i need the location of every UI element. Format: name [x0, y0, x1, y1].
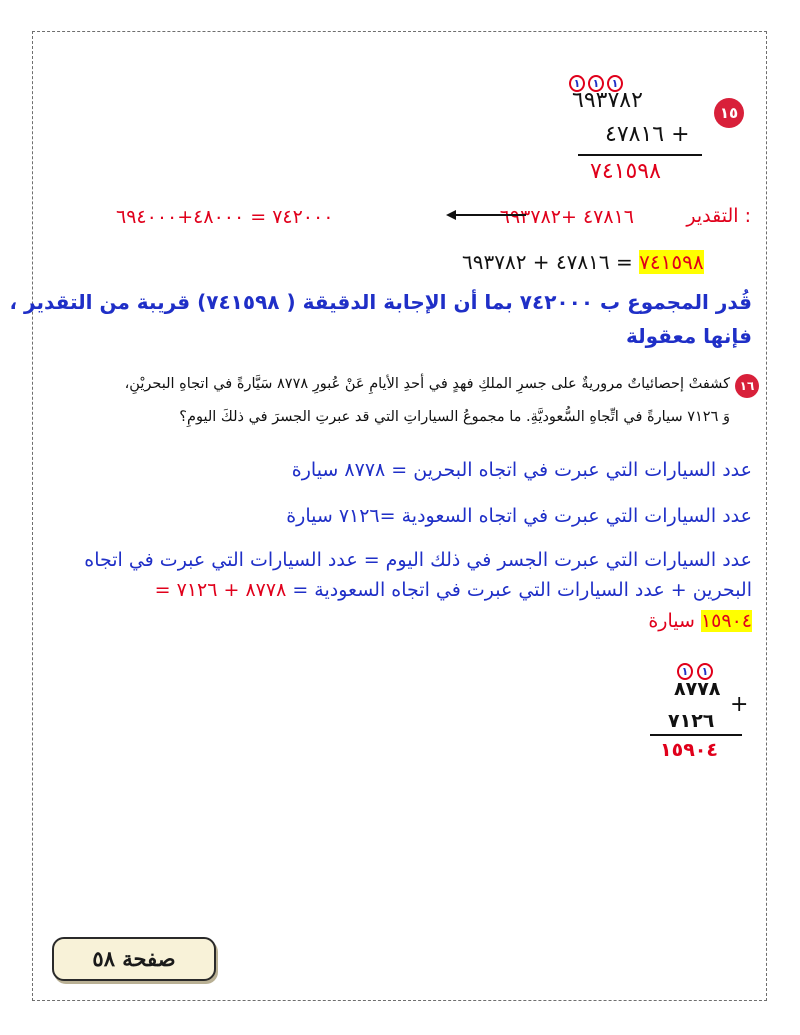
q15-sum-rule [578, 154, 702, 156]
question-16-text-line-1: كشفتْ إحصائياتٌ مروريةٌ على جسرِ الملكِ فهدٍ في أحدِ الأيامِ عَنْ عُبورِ ٨٧٧٨ سَيَّارةً في اتجاهِ البحريْنِ، [124, 376, 730, 392]
carry-digit: ١ [569, 75, 585, 92]
carry-digit: ١ [588, 75, 604, 92]
q15-result: ٧٤١٥٩٨ [590, 159, 661, 184]
q15-addend-2: ٤٧٨١٦ + [605, 122, 690, 147]
answer-line-2: عدد السيارات التي عبرت في اتجاه السعودية =٧١٢٦ سيارة [286, 505, 752, 527]
q16-addend-2: ٧١٢٦ [668, 710, 715, 732]
answer-final [648, 610, 752, 632]
conclusion-line-1: قُدر المجموع ب ٧٤٢٠٠٠ بما أن الإجابة الدقيقة ( ٧٤١٥٩٨) قريبة من التقدير ، [9, 290, 752, 314]
estimate-label: التقدير : [686, 205, 751, 227]
answer-line-4-expression: ٨٧٧٨ + ٧١٢٦ = [154, 579, 287, 601]
page-number-label: صفحة ٥٨ [52, 937, 216, 981]
estimate-result-line: ٧٤٢٠٠٠ = ٤٨٠٠٠+٦٩٤٠٠٠ [116, 206, 334, 228]
answer-line-4-text: البحرين + عدد السيارات التي عبرت في اتجاه السعودية = [292, 579, 752, 601]
exact-sum-line [462, 250, 704, 274]
carry-digit: ١ [697, 663, 713, 680]
carry-digit: ١ [677, 663, 693, 680]
q16-addend-1: ٨٧٧٨ [674, 678, 721, 700]
arrow-left-icon [446, 208, 528, 222]
conclusion-line-2: فإنها معقولة [625, 324, 752, 348]
q16-plus-sign: + [730, 692, 749, 717]
final-value: ١٥٩٠٤ [700, 610, 752, 632]
q15-addend-1: ٦٩٣٧٨٢ [572, 88, 643, 113]
answer-line-4 [155, 579, 752, 601]
exact-result: ٧٤١٥٩٨ [639, 250, 704, 274]
question-15-badge: ١٥ [714, 98, 744, 128]
question-16-badge: ١٦ [735, 374, 759, 398]
final-unit: سيارة [648, 610, 695, 632]
carry-digit: ١ [607, 75, 623, 92]
exact-expression: = ٤٧٨١٦ + ٦٩٣٧٨٢ [462, 250, 633, 274]
question-16-text-line-2: وَ ٧١٢٦ سيارةً في اتِّجاهِ السُّعوديَّةِ. ما مجموعُ السياراتِ التي قد عبرتِ الجسرَ في ذلكَ اليومِ؟ [179, 409, 730, 425]
answer-line-1: عدد السيارات التي عبرت في اتجاه البحرين = ٨٧٧٨ سيارة [291, 459, 752, 481]
q16-sum-rule [650, 734, 742, 736]
estimate-source: ٤٧٨١٦ +٦٩٣٧٨٢ [499, 206, 634, 228]
answer-line-3: عدد السيارات التي عبرت الجسر في ذلك اليوم = عدد السيارات التي عبرت في اتجاه [84, 549, 752, 571]
q16-result: ١٥٩٠٤ [660, 739, 718, 761]
